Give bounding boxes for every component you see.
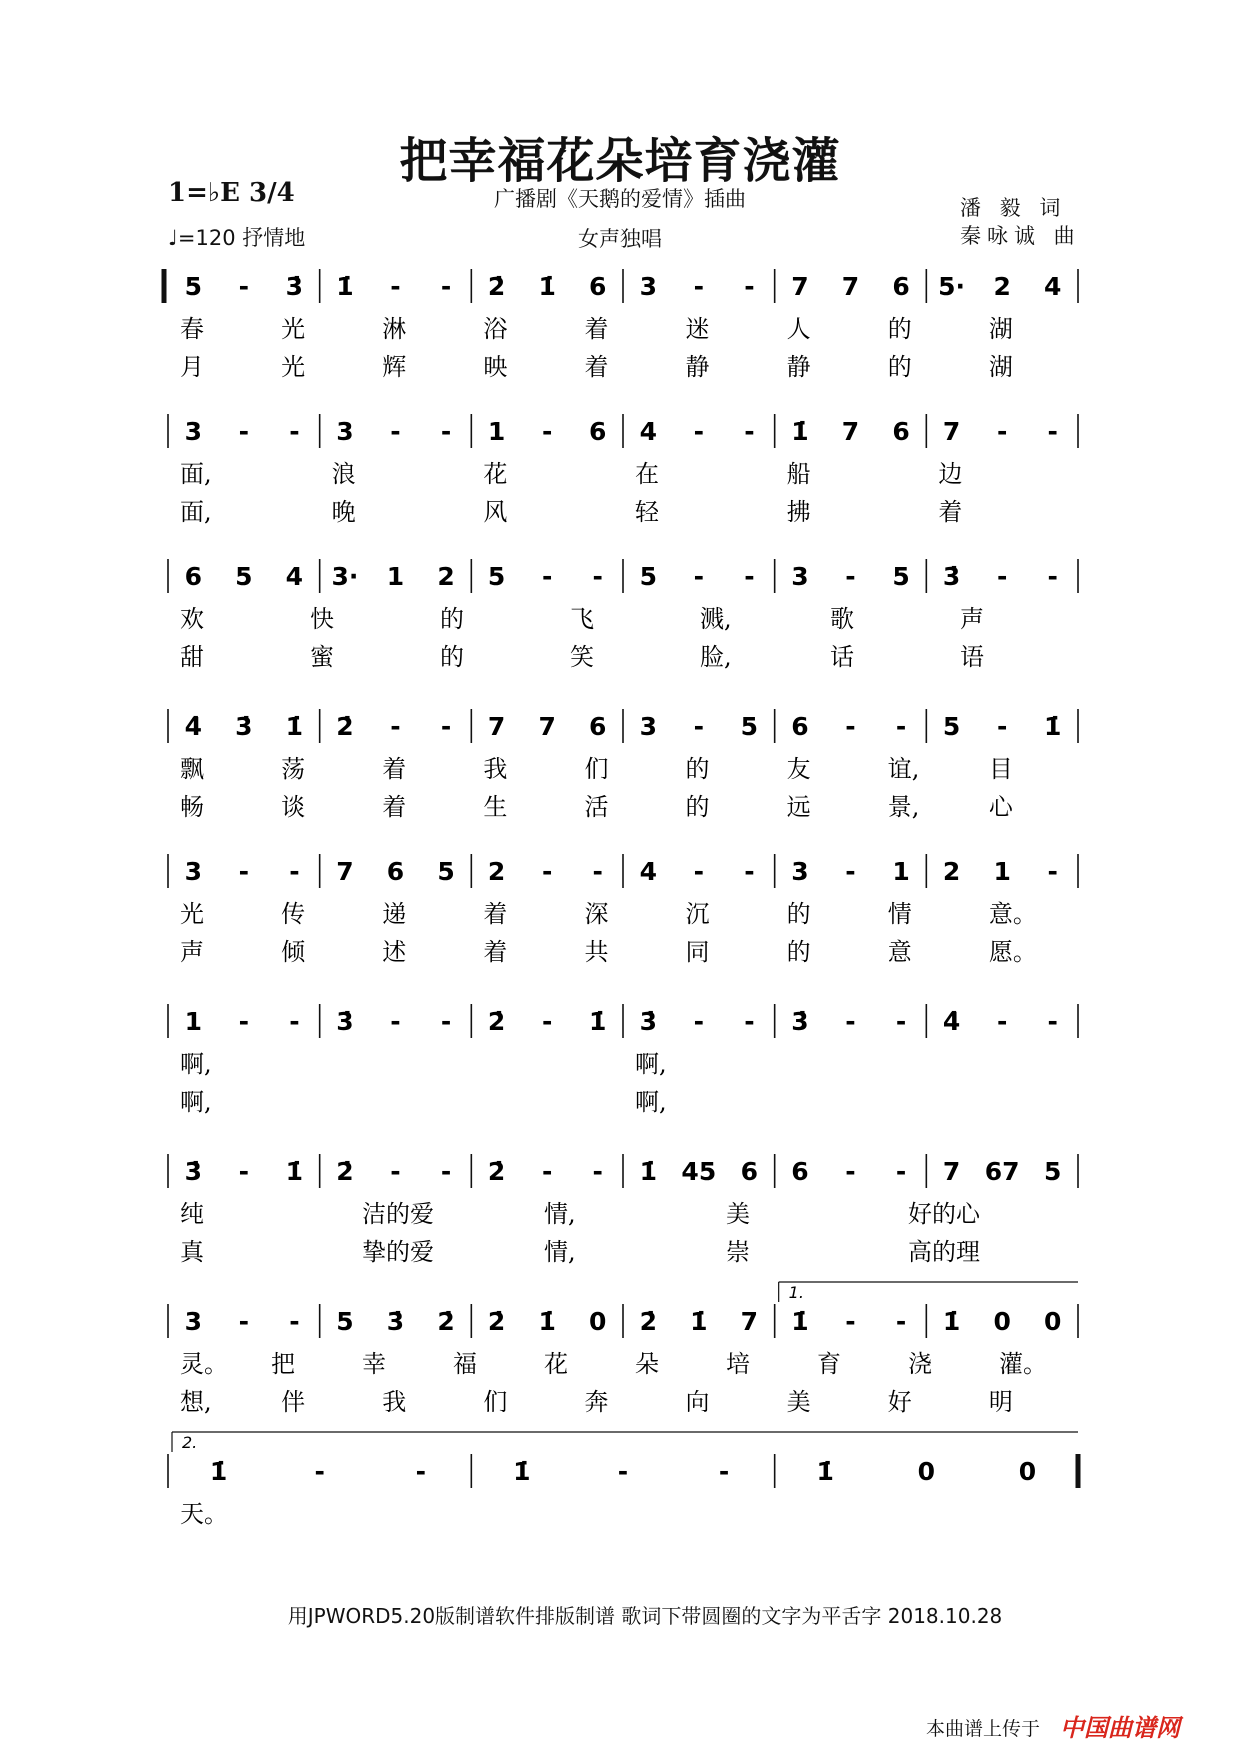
note: 2 — [487, 857, 506, 886]
lyric-syllable: 培 — [726, 1350, 750, 1378]
lyric-syllable: 远 — [786, 793, 811, 821]
note: - — [693, 562, 705, 591]
note: - — [744, 857, 755, 886]
note: 3̇ — [285, 272, 304, 301]
subtitle: 广播剧《天鹅的爱情》插曲 — [494, 187, 746, 211]
note: - — [592, 562, 603, 591]
lyric-syllable: 目 — [988, 755, 1013, 783]
note: - — [541, 562, 553, 591]
lyric-syllable: 愿。 — [988, 938, 1037, 966]
lyric-syllable: 美 — [726, 1200, 750, 1228]
note: 5 — [437, 857, 455, 886]
note: 1̇ — [538, 272, 556, 301]
note: 1̇ — [690, 1307, 708, 1336]
lyric-syllable: 好的心 — [908, 1200, 980, 1228]
note: 6 — [791, 712, 809, 741]
lyric-syllable: 啊, — [635, 1088, 667, 1116]
note: - — [1047, 857, 1058, 886]
note: 3 — [791, 857, 809, 886]
lyric-syllable: 好 — [887, 1388, 912, 1416]
note: 3̇ — [235, 712, 253, 741]
lyric-syllable: 情, — [544, 1200, 576, 1228]
lyric-syllable: 花 — [544, 1350, 568, 1378]
note: 4 — [639, 857, 657, 886]
upload-text: 本曲谱上传于 — [926, 1718, 1041, 1740]
note: 6 — [184, 562, 202, 591]
note: 2̇ — [639, 1307, 657, 1336]
key-signature: 1=♭E 3/4 — [168, 178, 295, 208]
note: 4̇ — [942, 1007, 961, 1036]
lyric-syllable: 浇 — [908, 1350, 932, 1378]
lyric-syllable: 情, — [544, 1238, 576, 1266]
note: 6 — [589, 417, 607, 446]
lyric-syllable: 的 — [887, 353, 912, 381]
note: - — [289, 1007, 300, 1036]
lyric-syllable: 灌。 — [999, 1350, 1047, 1378]
note: - — [440, 1007, 452, 1036]
volta-label: 1. — [788, 1283, 804, 1302]
lyric-syllable: 拂 — [786, 498, 811, 526]
note: 3 — [639, 272, 657, 301]
note: - — [845, 1157, 856, 1186]
note: 1 — [184, 1007, 202, 1036]
lyric-syllable: 深 — [584, 900, 609, 928]
note: 3̇ — [791, 1007, 809, 1036]
note: 1̇ — [513, 1457, 531, 1486]
note: - — [845, 712, 856, 741]
lyric-syllable: 活 — [584, 793, 609, 821]
lyric-syllable: 浴 — [483, 315, 508, 343]
lyric-syllable: 甜 — [180, 643, 204, 671]
note: - — [238, 417, 250, 446]
lyric-syllable: 着 — [382, 793, 407, 821]
note: 1 — [892, 857, 910, 886]
note: 1̇ — [942, 1307, 961, 1336]
note: 2̇ — [487, 1157, 506, 1186]
lyric-syllable: 谊, — [887, 755, 920, 783]
note: 5 — [892, 562, 910, 591]
note: 7 — [740, 1307, 759, 1336]
lyric-syllable: 蜜 — [310, 643, 334, 671]
lyric-syllable: 着 — [584, 315, 609, 343]
lyric-syllable: 真 — [180, 1238, 204, 1266]
lyric-syllable: 畅 — [180, 793, 204, 821]
note: - — [996, 417, 1008, 446]
note: 3 — [184, 417, 202, 446]
note: 4 — [639, 417, 657, 446]
lyric-syllable: 欢 — [180, 605, 204, 633]
note: 6 — [740, 1157, 759, 1186]
note: - — [744, 417, 755, 446]
note: - — [289, 857, 300, 886]
note: 6 — [386, 857, 405, 886]
lyric-syllable: 湖 — [988, 353, 1013, 381]
lyric-syllable: 友 — [786, 755, 811, 783]
lyric-syllable: 面, — [180, 498, 212, 526]
note: 3 — [791, 562, 809, 591]
note: - — [718, 1457, 730, 1486]
lyric-syllable: 共 — [584, 938, 609, 966]
note: - — [390, 1007, 401, 1036]
note: 5· — [938, 272, 966, 301]
note: - — [541, 417, 553, 446]
lyric-syllable: 倾 — [281, 938, 306, 966]
note: 7 — [791, 272, 809, 301]
lyric-syllable: 荡 — [281, 755, 306, 783]
note: 3̇ — [942, 562, 961, 591]
note: 1 — [487, 417, 506, 446]
lyric-syllable: 奔 — [584, 1388, 609, 1416]
note: 6 — [892, 272, 910, 301]
lyric-syllable: 的 — [440, 605, 464, 633]
note: - — [895, 1007, 907, 1036]
lyric-syllable: 啊, — [635, 1050, 667, 1078]
lyric-syllable: 静 — [786, 353, 811, 381]
lyric-syllable: 晚 — [331, 498, 356, 526]
note: 7 — [942, 1157, 961, 1186]
note: - — [845, 1307, 856, 1336]
note: - — [693, 857, 705, 886]
music-system — [168, 559, 1078, 671]
note: 6 — [589, 712, 607, 741]
lyric-syllable: 快 — [310, 605, 334, 633]
note: 3 — [336, 417, 354, 446]
lyric-syllable: 着 — [382, 755, 407, 783]
lyric-syllable: 挚的爱 — [362, 1238, 434, 1266]
note: 3̇ — [184, 1157, 202, 1186]
note: - — [1047, 417, 1058, 446]
lyric-syllable: 高的理 — [908, 1238, 980, 1266]
note: 5 — [740, 712, 759, 741]
lyric-syllable: 语 — [960, 643, 984, 671]
music-system — [168, 1004, 1078, 1116]
note: - — [996, 1007, 1008, 1036]
note: 7 — [942, 417, 961, 446]
lyric-syllable: 生 — [483, 793, 508, 821]
lyric-syllable: 光 — [281, 315, 306, 343]
note: 1̇ — [1044, 712, 1062, 741]
note: - — [238, 1307, 250, 1336]
note: 1̇ — [816, 1457, 834, 1486]
lyric-syllable: 向 — [685, 1388, 710, 1416]
note: - — [440, 417, 452, 446]
lyric-syllable: 递 — [382, 900, 407, 928]
note: - — [693, 712, 705, 741]
volta-label: 2. — [182, 1433, 198, 1452]
note: - — [440, 712, 452, 741]
note: 3̇ — [386, 1307, 405, 1336]
note: - — [744, 1007, 755, 1036]
note: - — [541, 1007, 553, 1036]
lyric-syllable: 意。 — [988, 900, 1037, 928]
note: 1̇ — [285, 1157, 304, 1186]
music-system — [168, 709, 1078, 821]
lyric-syllable: 天。 — [180, 1500, 228, 1528]
note: - — [744, 562, 755, 591]
note: 2̇ — [487, 1007, 506, 1036]
note: 6 — [589, 272, 607, 301]
music-system — [164, 269, 1078, 381]
note: - — [1047, 562, 1058, 591]
note: 0 — [993, 1307, 1011, 1336]
note: - — [617, 1457, 629, 1486]
note: - — [895, 1157, 907, 1186]
lyric-syllable: 洁的爱 — [362, 1200, 434, 1228]
lyric-syllable: 湖 — [988, 315, 1013, 343]
lyric-syllable: 笑 — [570, 643, 594, 671]
lyric-syllable: 意 — [887, 938, 912, 966]
lyric-syllable: 美 — [786, 1388, 811, 1416]
note: 5 — [336, 1307, 354, 1336]
lyric-syllable: 崇 — [726, 1238, 750, 1266]
note: - — [895, 712, 907, 741]
lyric-syllable: 的 — [786, 938, 811, 966]
lyric-syllable: 辉 — [382, 353, 407, 381]
lyric-syllable: 的 — [786, 900, 811, 928]
lyric-syllable: 脸, — [700, 643, 732, 671]
note: 67 — [984, 1157, 1020, 1186]
note: 3 — [184, 1307, 202, 1336]
note: - — [440, 272, 452, 301]
lyric-syllable: 人 — [786, 315, 811, 343]
performance-note: 女声独唱 — [578, 227, 662, 251]
note: 7 — [336, 857, 354, 886]
music-system — [168, 414, 1078, 526]
lyric-syllable: 景, — [887, 793, 920, 821]
note: - — [996, 712, 1008, 741]
note: - — [390, 1157, 401, 1186]
lyric-syllable: 心 — [988, 793, 1013, 821]
lyric-syllable: 着 — [938, 498, 963, 526]
lyric-syllable: 边 — [938, 460, 963, 488]
note: 5 — [487, 562, 506, 591]
note: 4̇ — [184, 712, 202, 741]
note: - — [541, 1157, 553, 1186]
lyric-syllable: 轻 — [635, 498, 659, 526]
note: - — [238, 272, 250, 301]
note: - — [440, 1157, 452, 1186]
lyric-syllable: 我 — [483, 755, 508, 783]
lyric-syllable: 在 — [635, 460, 659, 488]
music-system — [168, 854, 1078, 966]
lyric-syllable: 光 — [180, 900, 204, 928]
note: 1̇ — [538, 1307, 556, 1336]
lyric-syllable: 谈 — [281, 793, 306, 821]
lyric-syllable: 灵。 — [180, 1350, 228, 1378]
note: - — [845, 1007, 856, 1036]
lyric-syllable: 的 — [440, 643, 464, 671]
note: 5 — [184, 272, 202, 301]
note: 1̇ — [209, 1457, 228, 1486]
lyric-syllable: 育 — [817, 1350, 841, 1378]
lyric-syllable: 们 — [584, 755, 609, 783]
note: 1̇ — [791, 1307, 809, 1336]
lyric-syllable: 啊, — [180, 1088, 212, 1116]
note: 0 — [917, 1457, 936, 1486]
note: - — [415, 1457, 426, 1486]
note: 5 — [639, 562, 657, 591]
lyric-syllable: 啊, — [180, 1050, 212, 1078]
note: - — [693, 272, 705, 301]
lyric-syllable: 飞 — [570, 605, 594, 633]
note: - — [238, 1007, 250, 1036]
note: - — [289, 1307, 300, 1336]
tempo-marking: ♩=120 抒情地 — [168, 226, 306, 250]
note: - — [541, 857, 553, 886]
lyric-syllable: 着 — [483, 938, 508, 966]
lyric-syllable: 伴 — [281, 1388, 306, 1416]
note: 3· — [331, 562, 359, 591]
lyric-syllable: 歌 — [830, 605, 854, 633]
note: 3̇ — [336, 1007, 354, 1036]
lyric-syllable: 我 — [382, 1388, 407, 1416]
lyric-syllable: 船 — [786, 460, 811, 488]
note: 0 — [1018, 1457, 1037, 1486]
lyric-syllable: 浪 — [331, 460, 356, 488]
note: - — [289, 417, 300, 446]
note: 1̇ — [589, 1007, 607, 1036]
lyric-syllable: 福 — [453, 1350, 477, 1378]
note: 1 — [386, 562, 405, 591]
note: - — [895, 1307, 907, 1336]
note: 7 — [538, 712, 556, 741]
note: 5 — [235, 562, 253, 591]
lyric-syllable: 春 — [180, 315, 204, 343]
note: 6 — [791, 1157, 809, 1186]
note: 7 — [841, 417, 860, 446]
note: 4 — [285, 562, 304, 591]
note: 2 — [437, 562, 455, 591]
note: 1̇ — [639, 1157, 657, 1186]
lyric-syllable: 映 — [483, 353, 508, 381]
lyric-syllable: 情 — [887, 900, 912, 928]
note: - — [693, 1007, 705, 1036]
lyric-syllable: 声 — [180, 938, 204, 966]
lyric-syllable: 朵 — [635, 1350, 659, 1378]
lyric-syllable: 话 — [830, 643, 854, 671]
note: - — [996, 562, 1008, 591]
lyric-syllable: 着 — [483, 900, 508, 928]
lyricist-credit: 潘 毅 词 — [960, 196, 1067, 220]
note: - — [845, 562, 856, 591]
note: 2 — [993, 272, 1011, 301]
lyric-syllable: 幸 — [362, 1350, 386, 1378]
lyric-syllable: 纯 — [180, 1200, 204, 1228]
note: - — [1047, 1007, 1058, 1036]
lyric-syllable: 的 — [887, 315, 912, 343]
lyric-syllable: 光 — [281, 353, 306, 381]
music-system — [168, 1282, 1078, 1416]
note: - — [314, 1457, 325, 1486]
note: 1̇ — [791, 417, 809, 446]
note: 0 — [1044, 1307, 1062, 1336]
note: 0 — [589, 1307, 607, 1336]
lyric-syllable: 月 — [180, 353, 204, 381]
lyric-syllable: 风 — [483, 498, 508, 526]
lyric-syllable: 飘 — [180, 755, 204, 783]
note: - — [390, 272, 401, 301]
note: 1̇ — [285, 712, 304, 741]
lyric-syllable: 静 — [685, 353, 710, 381]
lyric-syllable: 把 — [271, 1350, 295, 1378]
lyric-syllable: 述 — [382, 938, 407, 966]
note: 7 — [841, 272, 860, 301]
footer-note: 用JPWORD5.20版制谱软件排版制谱 歌词下带圆圈的文字为平舌字 2018.10.28 — [287, 1604, 1003, 1628]
note: 5 — [942, 712, 961, 741]
note: 3 — [184, 857, 202, 886]
note: 2̇ — [336, 712, 354, 741]
lyric-syllable: 传 — [281, 900, 306, 928]
lyric-syllable: 同 — [685, 938, 710, 966]
lyric-syllable: 溅, — [700, 605, 732, 633]
lyric-syllable: 的 — [685, 793, 710, 821]
note: 1̇ — [336, 272, 354, 301]
note: - — [592, 1157, 603, 1186]
note: - — [390, 712, 401, 741]
note: 5 — [1044, 1157, 1062, 1186]
lyric-syllable: 着 — [584, 353, 609, 381]
lyric-syllable: 沉 — [685, 900, 710, 928]
note: - — [845, 857, 856, 886]
note: 6 — [892, 417, 910, 446]
note: - — [693, 417, 705, 446]
note: 4 — [1044, 272, 1062, 301]
note: 7 — [487, 712, 506, 741]
note: 2̇ — [487, 1307, 506, 1336]
note: - — [238, 1157, 250, 1186]
note: 3 — [639, 712, 657, 741]
lyric-syllable: 面, — [180, 460, 212, 488]
note: - — [744, 272, 755, 301]
note: 2̇ — [487, 272, 506, 301]
note: - — [390, 417, 401, 446]
note: 1 — [993, 857, 1011, 886]
lyric-syllable: 明 — [988, 1388, 1013, 1416]
lyric-syllable: 们 — [483, 1388, 508, 1416]
note: 2̇ — [336, 1157, 354, 1186]
composer-credit: 秦咏诚 曲 — [960, 224, 1081, 248]
lyric-syllable: 想, — [180, 1388, 212, 1416]
note: 2̇ — [437, 1307, 455, 1336]
lyric-syllable: 的 — [685, 755, 710, 783]
note: 3̇ — [639, 1007, 657, 1036]
site-watermark: 中国曲谱网 — [1060, 1714, 1180, 1742]
lyric-syllable: 淋 — [382, 315, 407, 343]
song-title: 把幸福花朵培育浇灌 — [399, 133, 841, 189]
music-system — [168, 1432, 1078, 1528]
note: - — [238, 857, 250, 886]
music-system — [168, 1154, 1078, 1266]
note: - — [592, 857, 603, 886]
lyric-syllable: 声 — [960, 605, 984, 633]
note: 45 — [681, 1157, 717, 1186]
note: 2 — [942, 857, 961, 886]
lyric-syllable: 迷 — [685, 315, 710, 343]
lyric-syllable: 花 — [483, 460, 508, 488]
